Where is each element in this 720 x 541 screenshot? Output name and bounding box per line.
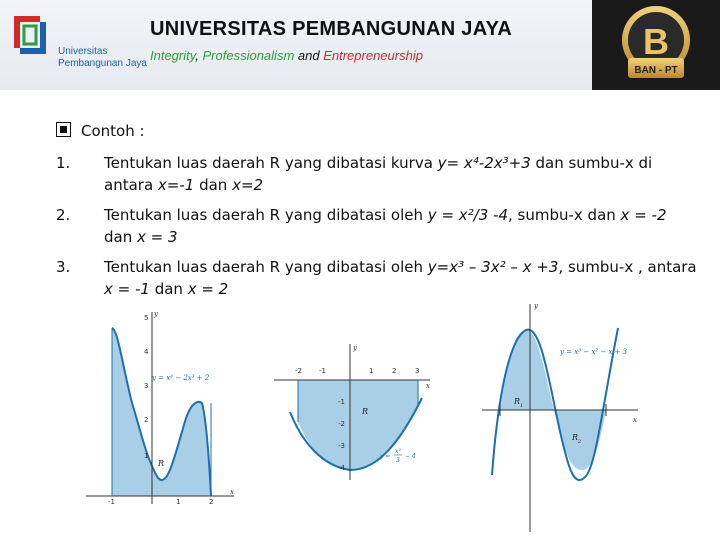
problem-number: 2. bbox=[56, 206, 71, 224]
x-tick: -1 bbox=[319, 367, 326, 375]
problem-bound: x=-1 bbox=[157, 176, 195, 194]
curve-equation: y = x⁴ − 2x³ + 2 bbox=[152, 374, 210, 382]
curve-equation: y = x³ − x² − x + 3 bbox=[560, 348, 628, 356]
university-emblem-icon bbox=[8, 10, 52, 60]
curve-equation-tail: − 4 bbox=[405, 453, 416, 460]
tagline-professionalism: Professionalism bbox=[202, 48, 295, 63]
problem-number: 1. bbox=[56, 154, 71, 172]
problem-text-part: Tentukan luas daerah R yang dibatasi oleh bbox=[104, 206, 428, 224]
figure-3-svg bbox=[478, 300, 642, 536]
y-tick: -2 bbox=[338, 420, 345, 428]
figure-1-graph bbox=[78, 308, 238, 511]
problem-text-part: Tentukan luas daerah R yang dibatasi oleh bbox=[104, 258, 428, 276]
y-tick: 4 bbox=[144, 348, 149, 356]
curve-equation-numerator: x² bbox=[395, 448, 401, 455]
y-axis-label: y bbox=[534, 302, 538, 310]
problem-text bbox=[104, 152, 698, 196]
x-tick: 3 bbox=[415, 367, 420, 375]
problem-number: 3. bbox=[56, 258, 71, 276]
x-axis-label: x bbox=[230, 488, 234, 496]
problem-text-part: dan sumbu-x di antara bbox=[104, 154, 653, 194]
y-tick: 2 bbox=[144, 416, 149, 424]
region-r2-label: R bbox=[572, 433, 579, 442]
problem-text-part: dan bbox=[149, 280, 188, 298]
accreditation-badge bbox=[592, 0, 720, 90]
x-tick: -2 bbox=[295, 367, 302, 375]
x-axis-label: x bbox=[426, 382, 430, 390]
problem-equation: y = x²/3 -4 bbox=[427, 206, 508, 224]
figure-2-graph bbox=[268, 342, 434, 487]
y-axis-label: y bbox=[154, 310, 158, 318]
tagline-sep-2: and bbox=[294, 48, 324, 63]
curve-equation-denominator: 3 bbox=[396, 457, 400, 464]
x-tick: 1 bbox=[369, 367, 374, 375]
y-tick: -4 bbox=[338, 464, 345, 472]
university-logo bbox=[8, 10, 148, 72]
tagline-integrity: Integrity bbox=[150, 48, 196, 63]
y-tick: -1 bbox=[338, 398, 345, 406]
problem-text bbox=[104, 256, 698, 300]
problem-equation: y=x³ – 3x² – x +3 bbox=[427, 258, 559, 276]
x-tick: 2 bbox=[392, 367, 397, 375]
y-axis-label: y bbox=[353, 344, 357, 352]
problem-text-part: , sumbu-x , antara bbox=[558, 258, 697, 276]
x-tick: 1 bbox=[176, 498, 181, 506]
y-tick: 1 bbox=[144, 452, 149, 460]
tagline bbox=[150, 48, 423, 63]
region-label: R bbox=[158, 459, 165, 468]
problem-bound: x=2 bbox=[232, 176, 264, 194]
problem-bound: x = 2 bbox=[187, 280, 229, 298]
region-r1-label: R bbox=[514, 397, 521, 406]
y-tick: 5 bbox=[144, 314, 149, 322]
x-axis-label: x bbox=[633, 416, 637, 424]
problem-bound: x = -2 bbox=[620, 206, 667, 224]
figure-3-graph bbox=[478, 300, 642, 541]
badge-text: BAN - PT bbox=[634, 65, 678, 76]
problem-equation: y= x⁴-2x³+3 bbox=[437, 154, 531, 172]
region-r2-subscript: 2 bbox=[578, 439, 582, 445]
problem-text-part: Tentukan luas daerah R yang dibatasi kurva bbox=[104, 154, 438, 172]
contoh-heading bbox=[56, 122, 145, 140]
x-tick: -1 bbox=[108, 498, 115, 506]
slide-header bbox=[0, 0, 720, 90]
figure-2-svg bbox=[268, 342, 434, 482]
y-tick: 3 bbox=[144, 382, 149, 390]
badge-letter: B bbox=[643, 21, 669, 62]
problem-text-part: , sumbu-x dan bbox=[508, 206, 621, 224]
region-label: R bbox=[362, 407, 369, 416]
figure-1-svg bbox=[78, 308, 238, 506]
contoh-label: Contoh : bbox=[81, 122, 145, 140]
checkbox-bullet-icon bbox=[56, 122, 71, 137]
university-title: UNIVERSITAS PEMBANGUNAN JAYA bbox=[150, 18, 513, 40]
problem-bound: x = -1 bbox=[104, 280, 150, 298]
logo-line-2: Pembangunan Jaya bbox=[58, 58, 147, 69]
problem-text-part: dan bbox=[104, 228, 137, 246]
curve-equation-lhs: y = bbox=[380, 453, 391, 460]
problem-text-part: dan bbox=[194, 176, 233, 194]
accreditation-shield-icon bbox=[592, 0, 720, 90]
y-tick: -3 bbox=[338, 442, 345, 450]
problem-text bbox=[104, 204, 698, 248]
tagline-sep-1: , bbox=[195, 48, 203, 63]
tagline-entrepreneurship: Entrepreneurship bbox=[323, 48, 423, 63]
x-tick: 2 bbox=[209, 498, 214, 506]
region-r1-subscript: 1 bbox=[520, 403, 524, 409]
logo-line-1: Universitas bbox=[58, 46, 108, 57]
problem-bound: x = 3 bbox=[137, 228, 178, 246]
